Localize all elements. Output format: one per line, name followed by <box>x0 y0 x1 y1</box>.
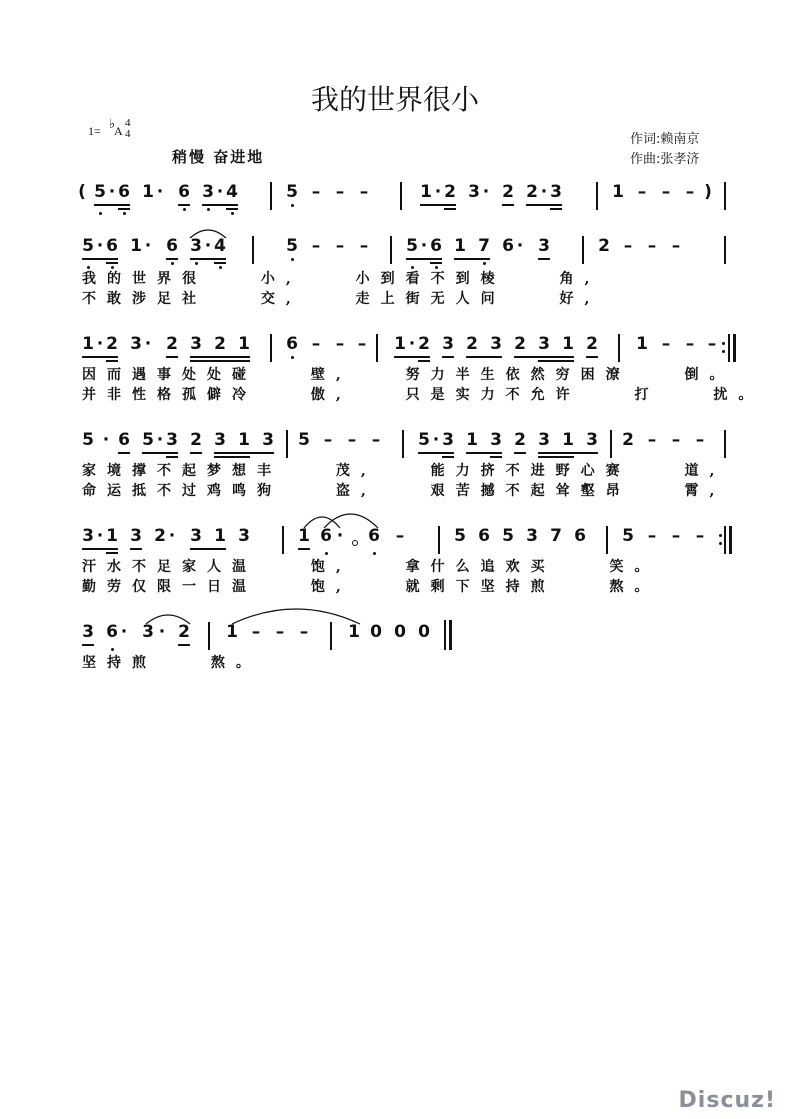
lyric-verse-2: 不敢涉足社 交, 走上街无人问 好, <box>82 291 601 307</box>
time-top: 4 <box>125 117 131 129</box>
page-title: 我的世界很小 <box>310 83 479 116</box>
time-bottom: 4 <box>125 128 131 140</box>
notes-line: ( 5 · 6 1 · 6 3 · 4 5 – – – 1 · 2 3 · 2 2 · 3 1 – – – ) <box>78 182 712 202</box>
lyric-verse-1: 因而遇事处处碰 壁, 努力半生依然穷困潦 倒。 <box>82 367 735 383</box>
notes-line: 1 · 2 3 · 2 3 2 1 6 – – – 1 · 2 3 2 3 2 3 1 2 1 – – – <box>82 334 717 354</box>
tempo-marking: 稍慢 奋进地 <box>172 148 265 166</box>
key-prefix: 1= <box>88 124 101 138</box>
notes-line: 3 6 · 3 · 2 1 – – – 1 0 0 0 <box>82 622 430 642</box>
notes-line: 5 · 6 5 · 3 2 3 1 3 5 – – – 5 · 3 1 3 2 3 1 3 2 – – – <box>82 430 705 450</box>
notes-line: 3 · 1 3 2 · 3 1 3 1 6 · 6 – 5 6 5 3 7 6 5 – – – <box>82 526 705 546</box>
lyric-verse-1: 汗水不足家人温 饱, 拿什么追欢买 笑。 <box>82 559 660 575</box>
forum-watermark: Discuz! <box>678 1088 776 1113</box>
lyric-verse-2: 并非性格孤僻冷 傲, 只是实力不允许 打 扰。 <box>82 387 764 403</box>
notes-line: 5 · 6 1 · 6 3 · 4 5 – – – 5 · 6 1 7 6 · 3 2 – – – <box>82 236 681 256</box>
key-signature <box>88 116 131 140</box>
time-signature <box>125 118 131 140</box>
lyric-verse-1: 坚持煎 熬。 <box>82 655 261 671</box>
flat-sign: ♭ <box>109 116 116 131</box>
composer-credit: 作曲:张孝济 <box>630 152 700 167</box>
lyricist-credit: 作词:赖南京 <box>630 132 700 147</box>
lyric-verse-2: 命运抵不过鸡鸣狗 盗, 艰苦撼不起耸壑昂 霄, <box>82 483 726 499</box>
key-note: A <box>114 124 123 138</box>
score-row-5 <box>0 622 790 742</box>
lyric-verse-1: 家境撑不起梦想丰 茂, 能力挤不进野心赛 道, <box>82 463 726 479</box>
lyric-verse-2: 勤劳仅限一日温 饱, 就剩下坚持煎 熬。 <box>82 579 660 595</box>
lyric-verse-1: 我的世界很 小, 小到看不到棱 角, <box>82 271 601 287</box>
